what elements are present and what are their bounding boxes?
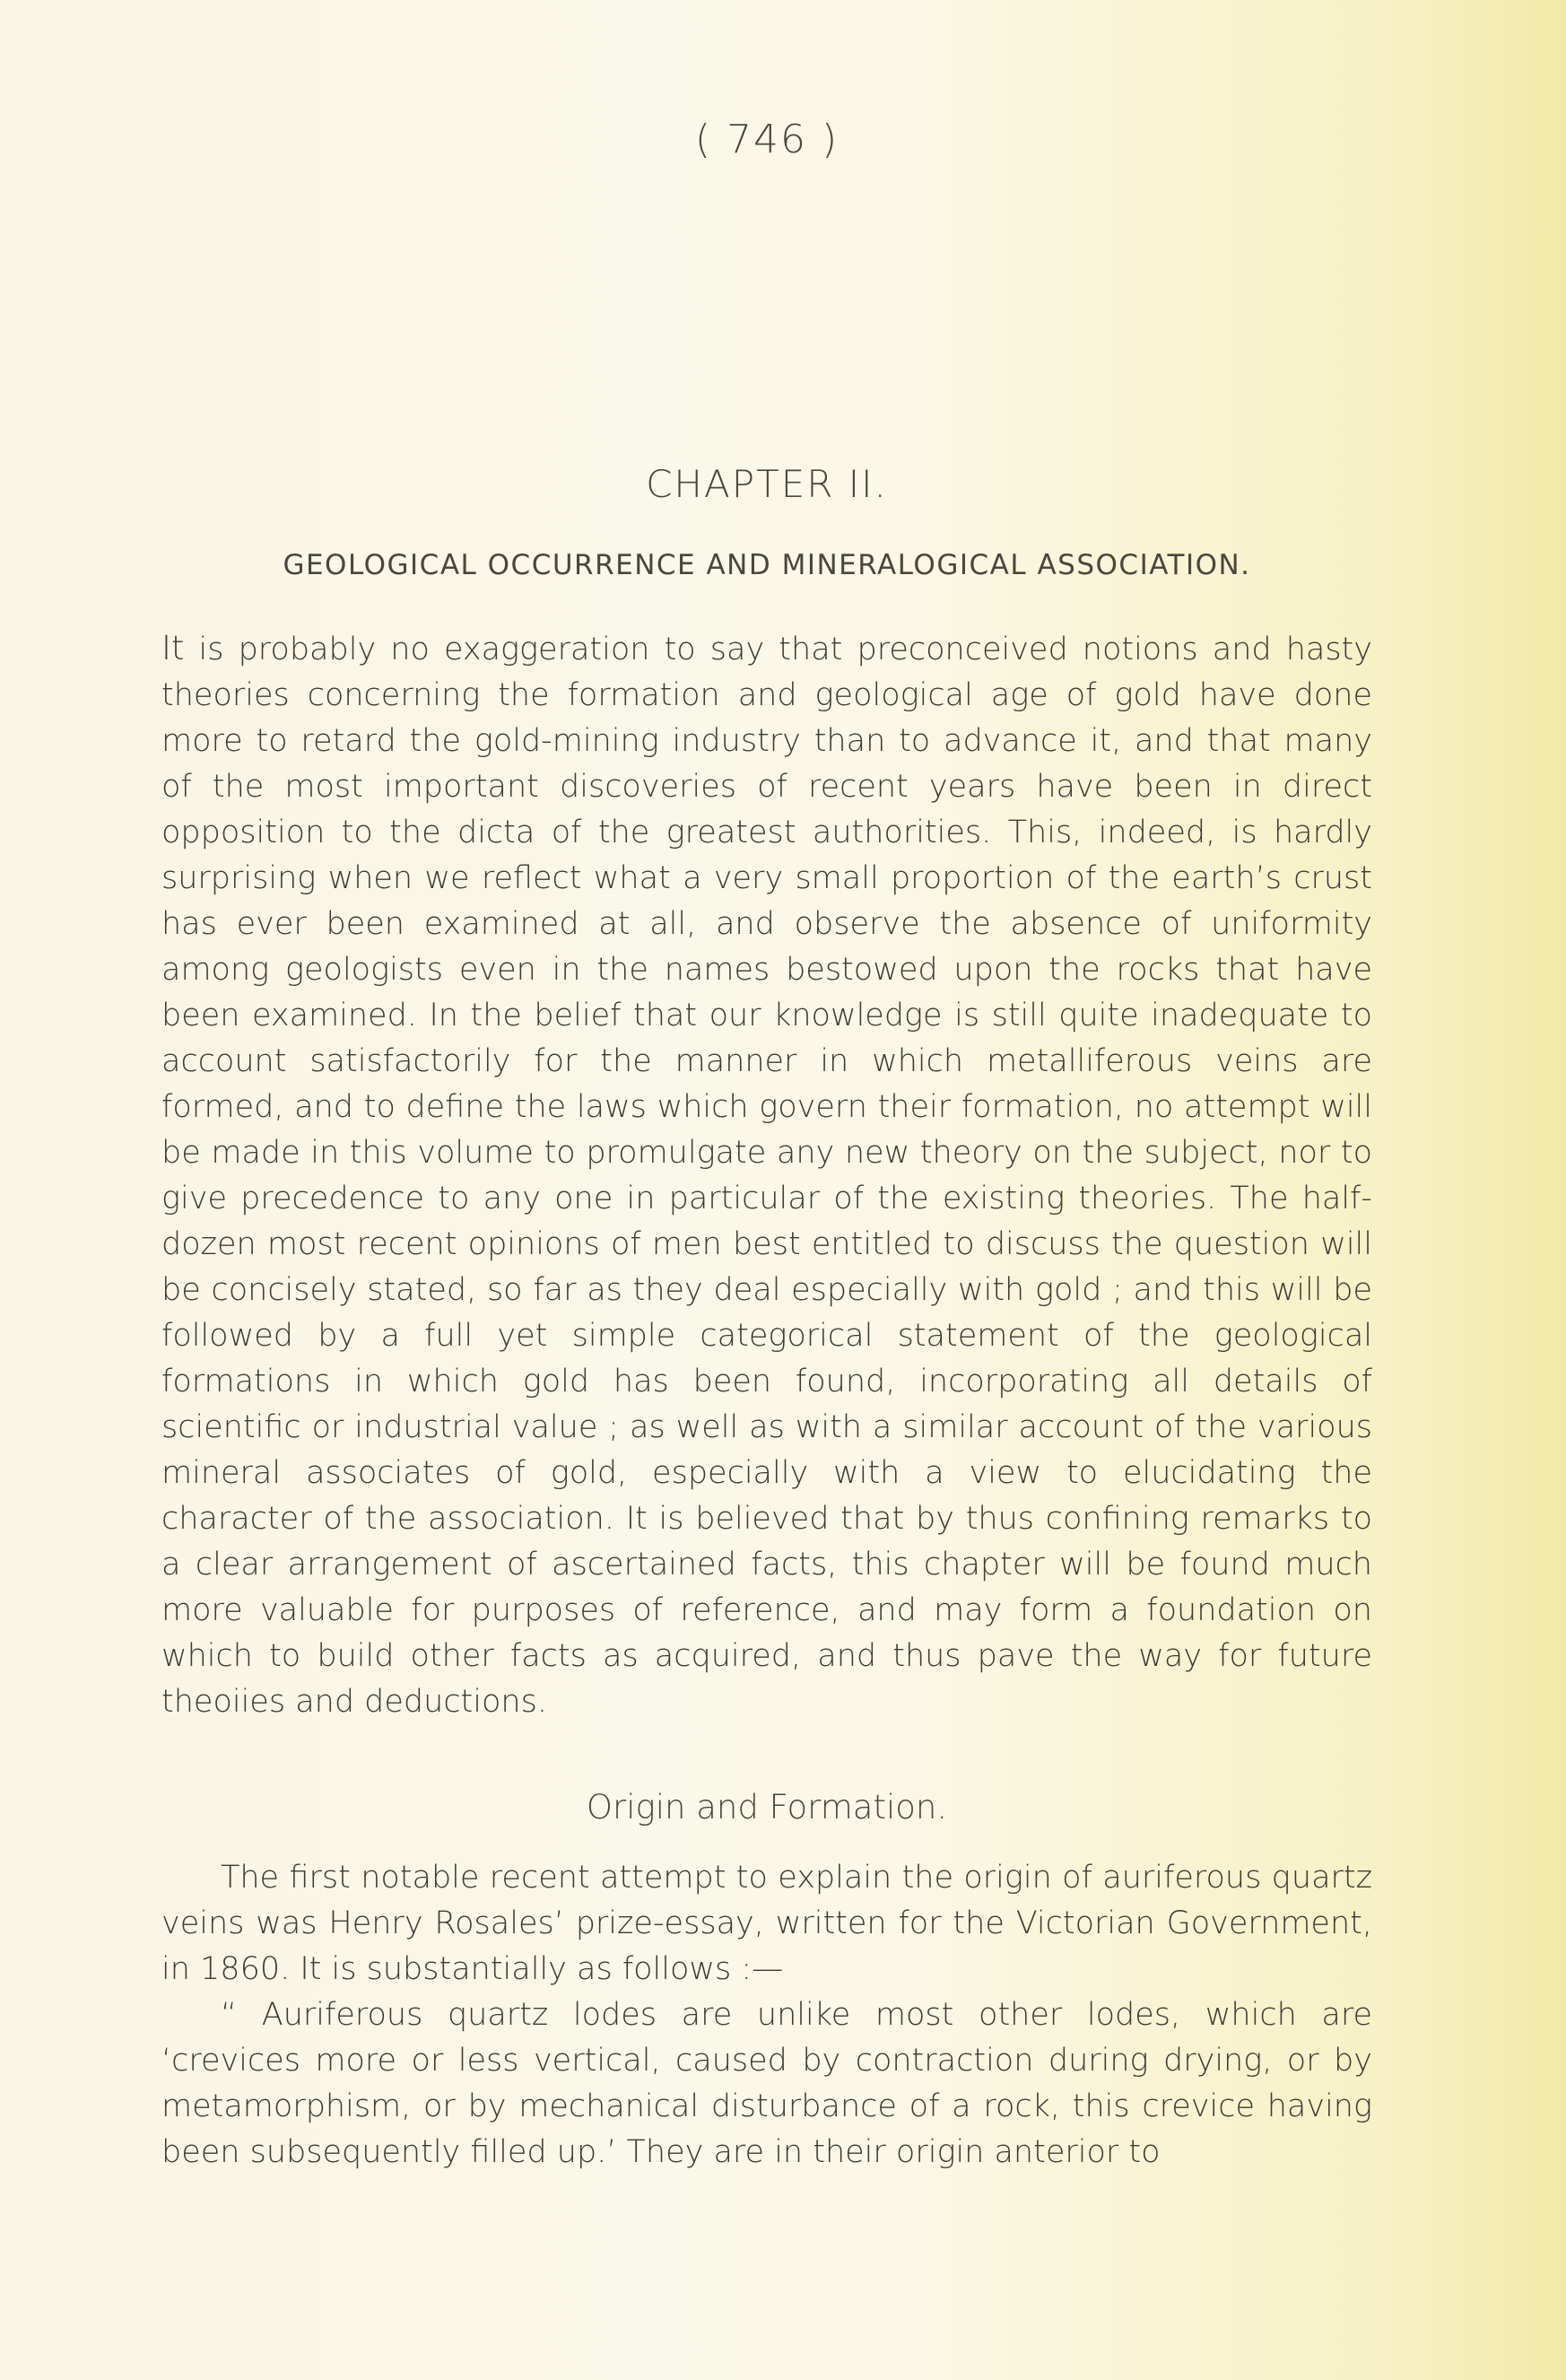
body-paragraph: The first notable recent attempt to explain the origin of auriferous quartz veins was Henry Rosales’ prize-essay, written for the Victorian Government, in 1860. It is substantially as follows :— [161, 1860, 1372, 1987]
chapter-subtitle: GEOLOGICAL OCCURRENCE AND MINERALOGICAL ASSOCIATION. [283, 549, 1251, 581]
body-paragraph: “ Auriferous quartz lodes are unlike most other lodes, which are ‘crevices more or less vertical, caused by contraction during drying, or by metamorphism, or by mechanical disturbance of a rock, this crevice having been subsequently filled up.’ They are in their origin anterior to [161, 1997, 1372, 2170]
paragraph-text: is probably no exaggeration to say that preconceived notions and hasty theories concerning the formation and geological age of gold have done more to retard the gold-mining industry than to advance it, and that many of the most important discoveries of recent years have been in direct opposition to the dicta of the greatest authorities. This, indeed, is hardly surprising when we reflect what a very small proportion of the earth’s crust has ever been examined at all, and observe the absence of uniformity among geologists even in the names bestowed upon the rocks that have been examined. In the belief that our knowledge is still quite inadequate to account satisfactorily for the manner in which metalliferous veins are formed, and to define the laws which govern their formation, no attempt will be made in this volume to promulgate any new theory on the subject, nor to give precedence to any one in particular of the existing theories. The half-dozen most recent opinions of men best entitled to discuss the question will be concisely stated, so far as they deal especially with gold ; and this will be followed by a full yet simple categorical statement of the geological formations in which gold has been found, incorporating all details of scientific or industrial value ; as well as with a similar account of the various mineral associates of gold, especially with a view to elucidating the character of the association. It is believed that by thus confining remarks to a clear arrangement of ascertained facts, this chapter will be found much more valuable for purposes of reference, and may form a foundation on which to build other facts as acquired, and thus pave the way for future theoiies and deductions. [161, 632, 1372, 1720]
paragraph-lead-word: It [161, 629, 185, 667]
page-number: ( 746 ) [694, 117, 840, 162]
chapter-title: CHAPTER II. [646, 462, 888, 506]
body-paragraph [161, 625, 1372, 1725]
section-heading: Origin and Formation. [586, 1788, 948, 1826]
